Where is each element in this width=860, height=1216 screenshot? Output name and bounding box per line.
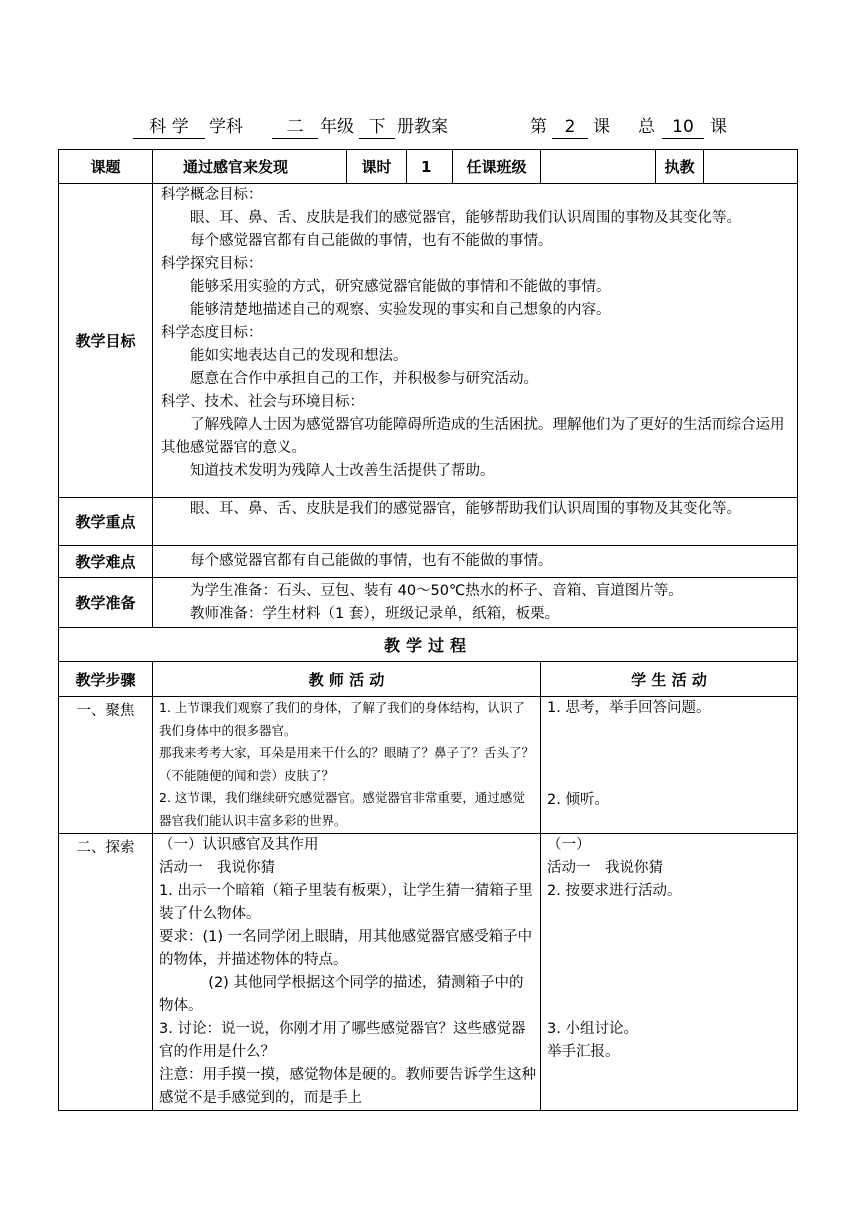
step-focus-student xyxy=(541,697,798,834)
lesson-plan-table xyxy=(58,149,798,1111)
grade-suffix: 年级 xyxy=(320,117,354,137)
goal-line: 愿意在合作中承担自己的工作，并积极参与研究活动。 xyxy=(190,371,538,387)
teacher-line: 1. 出示一个暗箱（箱子里装有板栗），让学生猜一猜箱子里装了什么物体。 xyxy=(159,882,533,922)
teacher-line: (2) 其他同学根据这个同学的描述，猜测箱子中的物体。 xyxy=(159,974,524,1014)
student-line: 2. 按要求进行活动。 xyxy=(547,882,682,899)
goal-line: 眼、耳、鼻、舌、皮肤是我们的感觉器官，能够帮助我们认识周围的事物及其变化等。 xyxy=(190,210,741,226)
student-line: （一） xyxy=(547,836,591,853)
lesson-number: 2 xyxy=(552,116,588,139)
goals-label: 教学目标 xyxy=(59,184,153,498)
key-point-text: 眼、耳、鼻、舌、皮肤是我们的感觉器官，能够帮助我们认识周围的事物及其变化等。 xyxy=(190,501,741,517)
student-column-header: 学 生 活 动 xyxy=(541,662,798,697)
step-focus-name: 一、聚焦 xyxy=(59,697,153,834)
step-explore-student xyxy=(541,833,798,1110)
teacher-line: 2. 这节课，我们继续研究感觉器官。感觉器官非常重要，通过感觉器官我们能认识丰富多彩的世界。 xyxy=(159,790,525,828)
prep-row xyxy=(59,578,798,628)
key-point-content xyxy=(153,498,798,546)
goal-line: 能如实地表达自己的发现和想法。 xyxy=(190,348,408,364)
step-explore-teacher xyxy=(153,833,541,1110)
difficulty-label: 教学难点 xyxy=(59,546,153,578)
process-title: 教学过程 xyxy=(59,628,798,662)
difficulty-row xyxy=(59,546,798,578)
goal-line: 了解残障人士因为感觉器官功能障碍所造成的生活困扰。理解他们为了更好的生活而综合运用其他感觉器官的意义。 xyxy=(161,417,785,456)
student-line: 举手汇报。 xyxy=(547,1043,620,1060)
difficulty-text: 每个感觉器官都有自己能做的事情，也有不能做的事情。 xyxy=(190,553,553,569)
goals-row xyxy=(59,184,798,498)
goal-line: 科学态度目标： xyxy=(161,325,263,341)
prep-teacher: 教师准备：学生材料（1 套），班级记录单，纸箱，板栗。 xyxy=(190,605,560,622)
lesson-suffix: 课 xyxy=(593,117,610,137)
prep-label: 教学准备 xyxy=(59,578,153,628)
teacher-column-header: 教 师 活 动 xyxy=(153,662,541,697)
hours-value: 1 xyxy=(407,150,453,184)
step-focus-row xyxy=(59,697,798,834)
topic-value: 通过感官来发现 xyxy=(153,150,347,184)
prep-content xyxy=(153,578,798,628)
term-suffix: 册教案 xyxy=(397,117,448,137)
student-line: 活动一 我说你猜 xyxy=(547,859,663,876)
step-explore-name: 二、探索 xyxy=(59,833,153,1110)
difficulty-content xyxy=(153,546,798,578)
lesson-prefix: 第 xyxy=(530,117,547,137)
class-value xyxy=(541,150,656,184)
class-label: 任课班级 xyxy=(453,150,541,184)
step-focus-teacher xyxy=(153,697,541,834)
term-field: 下 xyxy=(359,116,395,139)
process-header-row xyxy=(59,662,798,697)
grade-field: 二 xyxy=(272,116,318,139)
step-explore-row xyxy=(59,833,798,1110)
hours-label: 课时 xyxy=(347,150,407,184)
goal-line: 能够清楚地描述自己的观察、实验发现的事实和自己想象的内容。 xyxy=(190,302,611,318)
prep-student: 为学生准备：石头、豆包、装有 40～50℃热水的杯子、音箱、盲道图片等。 xyxy=(190,582,683,599)
subject-suffix: 学科 xyxy=(209,117,243,137)
teacher-line: （一）认识感官及其作用 xyxy=(159,836,319,853)
teacher-value xyxy=(704,150,798,184)
teacher-line: 要求：(1) 一名同学闭上眼睛，用其他感觉器官感受箱子中的物体，并描述物体的特点。 xyxy=(159,928,533,968)
subject-field: 科 学 xyxy=(133,116,205,139)
key-point-row xyxy=(59,498,798,546)
teacher-line: 1. 上节课我们观察了我们的身体，了解了我们的身体结构，认识了我们身体中的很多器官。 xyxy=(159,700,525,738)
total-suffix: 课 xyxy=(710,117,727,137)
goals-content xyxy=(153,184,798,498)
teacher-label: 执教 xyxy=(656,150,704,184)
goal-line: 科学、技术、社会与环境目标： xyxy=(161,394,364,410)
student-line: 1. 思考，举手回答问题。 xyxy=(547,700,711,716)
topic-label: 课题 xyxy=(59,150,153,184)
student-line: 3. 小组讨论。 xyxy=(547,1020,638,1037)
student-line: 2. 倾听。 xyxy=(547,792,609,808)
step-column-header: 教学步骤 xyxy=(59,662,153,697)
goal-line: 科学概念目标： xyxy=(161,187,263,203)
teacher-line: 活动一 我说你猜 xyxy=(159,859,275,876)
goal-line: 知道技术发明为残障人士改善生活提供了帮助。 xyxy=(190,463,495,479)
total-number: 10 xyxy=(662,116,704,139)
goal-line: 每个感觉器官都有自己能做的事情，也有不能做的事情。 xyxy=(190,233,553,249)
teacher-line: 那我来考考大家，耳朵是用来干什么的？眼睛了？鼻子了？舌头了？（不能随便的闻和尝）皮肤了？ xyxy=(159,745,535,783)
teacher-line: 注意：用手摸一摸，感觉物体是硬的。教师要告诉学生这种感觉不是手感觉到的，而是手上 xyxy=(159,1066,536,1106)
key-point-label: 教学重点 xyxy=(59,498,153,546)
goal-line: 科学探究目标： xyxy=(161,256,263,272)
process-title-row xyxy=(59,628,798,662)
goal-line: 能够采用实验的方式，研究感觉器官能做的事情和不能做的事情。 xyxy=(190,279,611,295)
info-row xyxy=(59,150,798,184)
document-header xyxy=(0,116,860,140)
total-prefix: 总 xyxy=(638,117,655,137)
teacher-line: 3. 讨论：说一说，你刚才用了哪些感觉器官？这些感觉器官的作用是什么？ xyxy=(159,1020,526,1060)
